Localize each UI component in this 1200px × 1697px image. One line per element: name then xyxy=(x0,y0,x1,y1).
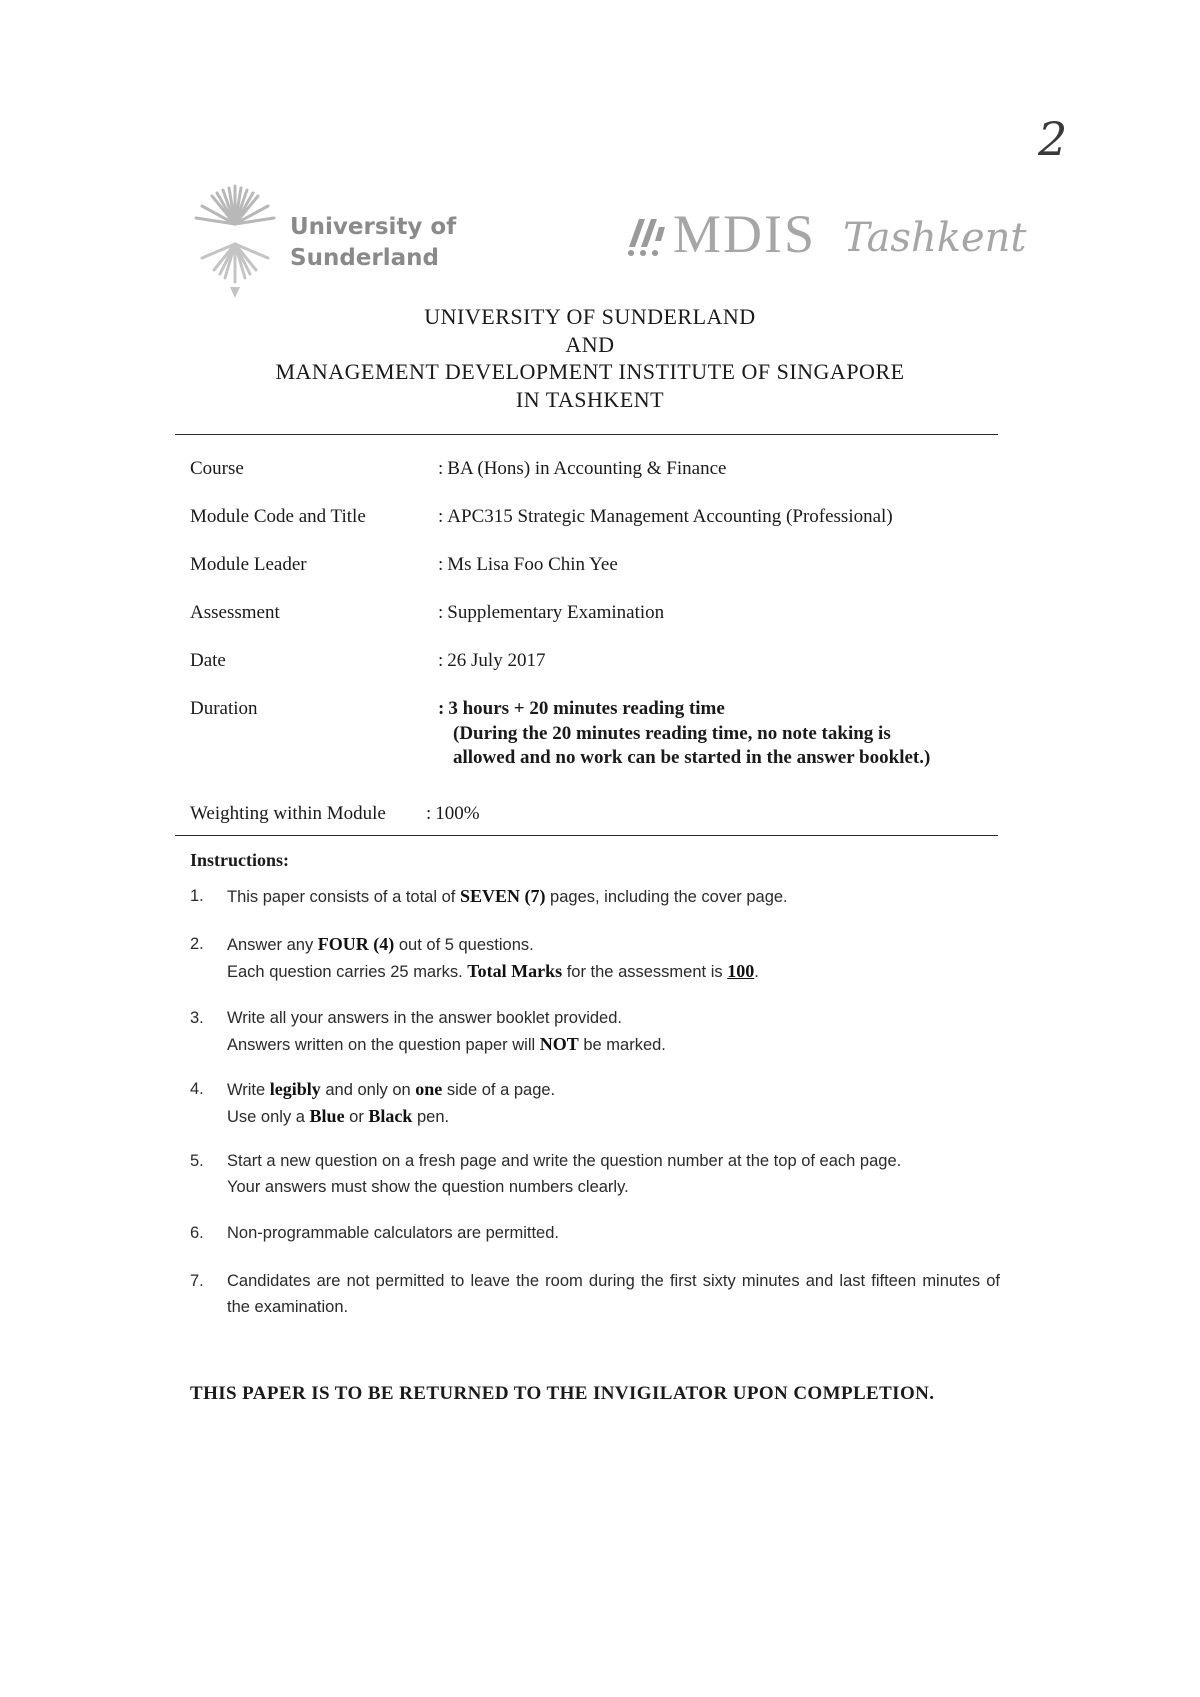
course-value: BA (Hons) in Accounting & Finance xyxy=(447,458,727,479)
module-label: Module Code and Title xyxy=(190,506,366,527)
assessment-value-wrap xyxy=(438,602,664,624)
instruction-text: pen. xyxy=(412,1108,450,1126)
sunburst-emblem-icon xyxy=(190,182,280,302)
instruction-number: 6. xyxy=(190,1224,204,1242)
uos-name-line2: Sunderland xyxy=(290,245,439,271)
date-value: 26 July 2017 xyxy=(447,650,546,671)
header-line-3: MANAGEMENT DEVELOPMENT INSTITUTE OF SINGAPORE xyxy=(275,359,905,384)
instruction-text: . xyxy=(754,963,759,981)
weighting-value: 100% xyxy=(435,803,480,824)
instruction-text: out of 5 questions. xyxy=(394,936,534,954)
duration-value-wrap xyxy=(438,698,725,720)
module-value: APC315 Strategic Management Accounting (Professional) xyxy=(447,506,893,527)
separator: : xyxy=(438,650,444,671)
instruction-emphasis: Blue xyxy=(309,1106,345,1126)
mdis-name: MDIS xyxy=(673,204,817,264)
instruction-text: This paper consists of a total of xyxy=(227,888,460,906)
handwritten-page-number: 2 xyxy=(1038,112,1068,166)
institution-header xyxy=(175,303,1005,413)
instruction-number: 4. xyxy=(190,1080,204,1098)
leader-label: Module Leader xyxy=(190,554,307,575)
instruction-emphasis: Total Marks xyxy=(467,961,563,981)
instruction-text: Write all your answers in the answer booklet provided. xyxy=(227,1009,622,1027)
instruction-emphasis: legibly xyxy=(269,1079,321,1099)
instruction-text: Non-programmable calculators are permitted. xyxy=(227,1224,559,1242)
duration-note-line-1: (During the 20 minutes reading time, no note taking is xyxy=(453,723,891,744)
weighting-label: Weighting within Module xyxy=(190,803,386,824)
instruction-text: Answer any xyxy=(227,936,318,954)
instruction-emphasis: SEVEN (7) xyxy=(459,886,546,906)
instruction-number: 1. xyxy=(190,887,204,905)
course-value-wrap xyxy=(438,458,726,480)
instructions-title: Instructions: xyxy=(190,850,290,870)
return-paper-notice: THIS PAPER IS TO BE RETURNED TO THE INVIGILATOR UPON COMPLETION. xyxy=(190,1383,935,1404)
module-value-wrap xyxy=(438,506,893,528)
instruction-number: 2. xyxy=(190,935,204,953)
instruction-emphasis: NOT xyxy=(539,1034,579,1054)
instruction-text: or xyxy=(344,1108,369,1126)
uos-name-line1: University of xyxy=(290,214,457,240)
assessment-value: Supplementary Examination xyxy=(447,602,665,623)
separator: : xyxy=(438,698,445,719)
header-line-4: IN TASHKENT xyxy=(515,386,665,412)
mdis-tashkent-logo xyxy=(625,203,1025,273)
header-divider xyxy=(175,434,998,435)
leader-value: Ms Lisa Foo Chin Yee xyxy=(447,554,618,575)
separator: : xyxy=(438,506,444,527)
instruction-text: Use only a xyxy=(227,1108,310,1126)
instruction-text: Start a new question on a fresh page and write the question number at the top of each page. xyxy=(227,1152,902,1170)
mdis-emblem-icon xyxy=(625,217,669,257)
leader-value-wrap xyxy=(438,554,618,576)
instruction-text: Your answers must show the question numbers clearly. xyxy=(227,1178,629,1196)
duration-label: Duration xyxy=(190,698,258,719)
instruction-text: side of a page. xyxy=(442,1081,556,1099)
instruction-text: Write xyxy=(227,1081,270,1099)
date-label: Date xyxy=(190,650,226,671)
weighting-value-wrap xyxy=(426,803,480,825)
separator: : xyxy=(438,602,444,623)
instruction-text: and only on xyxy=(320,1081,416,1099)
instruction-number: 7. xyxy=(190,1272,204,1290)
total-marks-value: 100 xyxy=(727,961,755,981)
duration-value: 3 hours + 20 minutes reading time xyxy=(448,698,725,719)
instruction-text: pages, including the cover page. xyxy=(545,888,788,906)
instruction-text: be marked. xyxy=(578,1036,666,1054)
instruction-emphasis: Black xyxy=(368,1106,413,1126)
instruction-number: 3. xyxy=(190,1009,204,1027)
instruction-text: Candidates are not permitted to leave the room during the first sixty minutes and last fifteen minutes of the examination. xyxy=(227,1272,1000,1316)
instruction-text: Answers written on the question paper will xyxy=(227,1036,540,1054)
university-of-sunderland-logo xyxy=(190,182,490,302)
separator: : xyxy=(426,803,432,824)
course-label: Course xyxy=(190,458,244,479)
instruction-text: for the assessment is xyxy=(562,963,728,981)
instruction-number: 5. xyxy=(190,1152,204,1170)
instruction-emphasis: one xyxy=(415,1079,443,1099)
separator: : xyxy=(438,458,444,479)
date-value-wrap xyxy=(438,650,545,672)
duration-note-line-2: allowed and no work can be started in the answer booklet.) xyxy=(453,747,931,768)
instruction-emphasis: FOUR (4) xyxy=(317,934,395,954)
separator: : xyxy=(438,554,444,575)
assessment-label: Assessment xyxy=(190,602,280,623)
header-line-2: AND xyxy=(565,331,615,357)
details-divider xyxy=(175,835,998,836)
mdis-location-script: Tashkent xyxy=(843,215,1027,261)
instruction-text: Each question carries 25 marks. xyxy=(227,963,468,981)
header-line-1: UNIVERSITY OF SUNDERLAND xyxy=(424,304,756,329)
